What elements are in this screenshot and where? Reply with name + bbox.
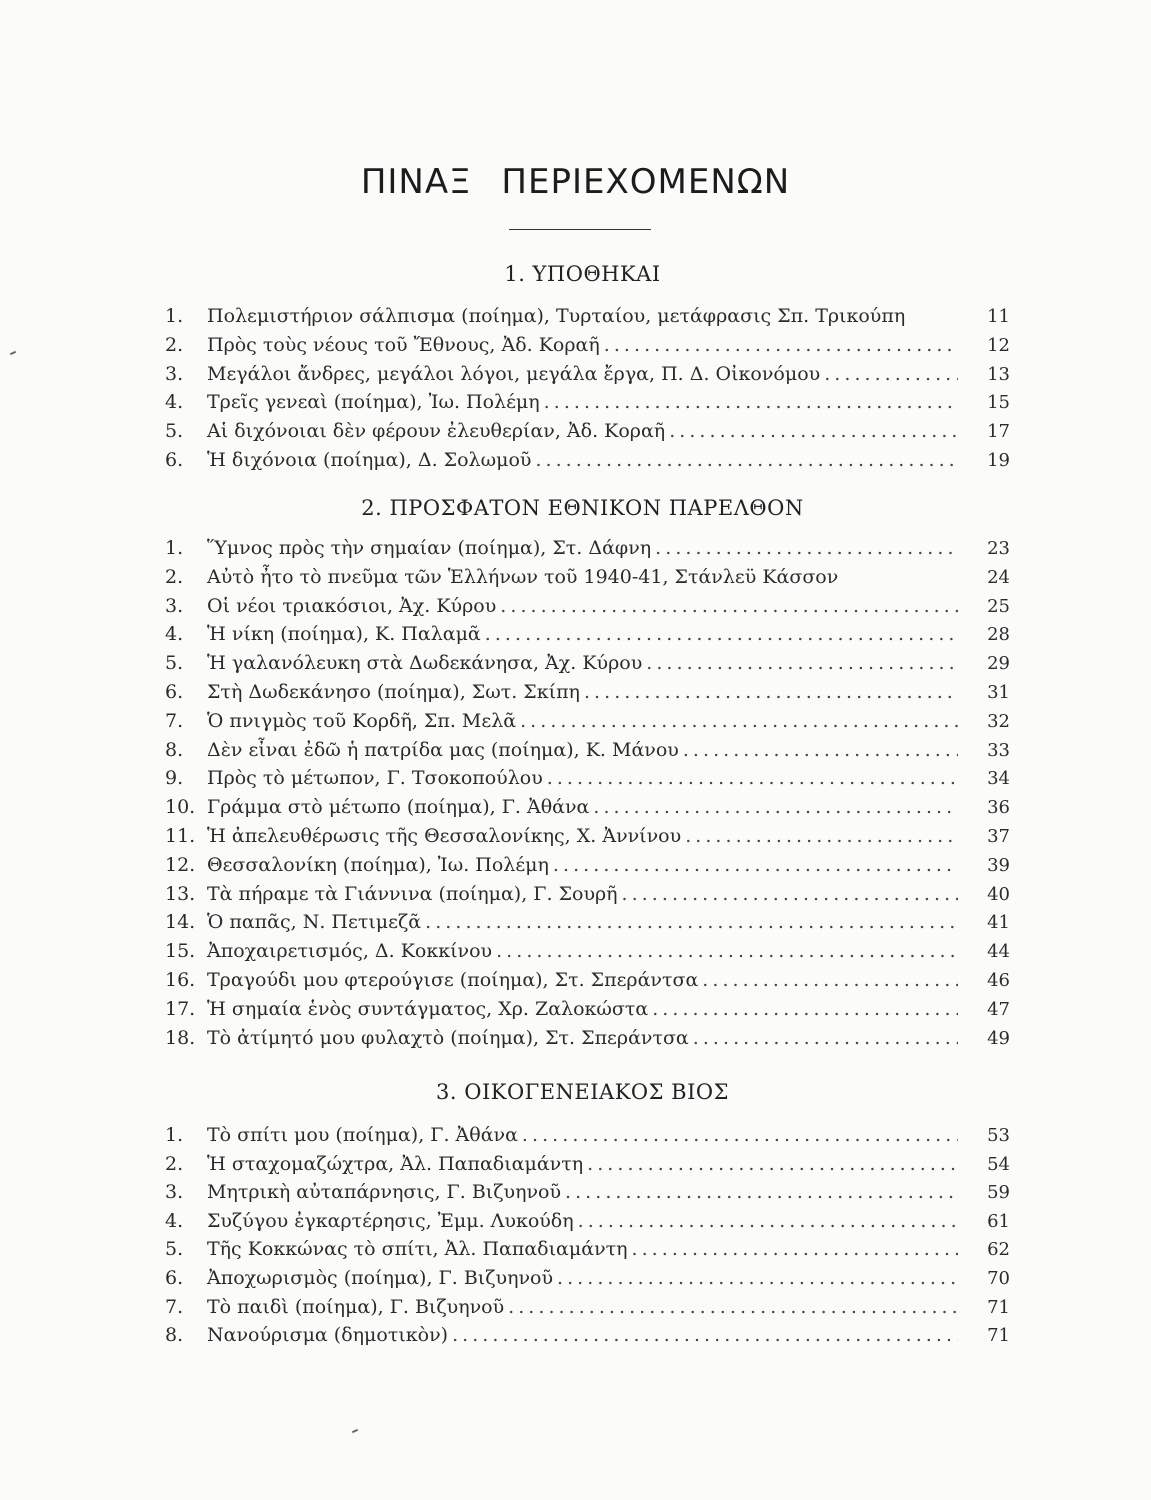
toc-entry <box>165 1124 1010 1152</box>
entry-title: Τὰ πήραμε τὰ Γιάννινα (ποίημα), Γ. Σουρῆ <box>207 882 618 905</box>
entry-page-number: 12 <box>987 334 1010 356</box>
entry-title: Ἡ ἀπελευθέρωσις τῆς Θεσσαλονίκης, Χ. Ἀννίνου <box>207 825 682 847</box>
entry-title: Μητρικὴ αὐταπάρνησις, Γ. Βιζυηνοῦ <box>207 1181 561 1204</box>
entry-number: 13. <box>165 882 196 905</box>
entry-title: Πολεμιστήριον σάλπισμα (ποίημα), Τυρταίου, μετάφρασις Σπ. Τρικούπη <box>207 305 906 327</box>
entry-number: 1. <box>165 1124 184 1146</box>
entry-number: 5. <box>165 652 184 675</box>
entry-page-number: 19 <box>987 450 1010 471</box>
entry-title: Τὸ ἀτίμητό μου φυλαχτὸ (ποίημα), Στ. Σπεράντσα <box>207 1026 689 1049</box>
dot-leader <box>500 595 958 617</box>
toc-entry <box>165 969 1010 997</box>
toc-entry <box>165 710 1010 738</box>
toc-entry <box>165 305 1010 333</box>
entry-number: 15. <box>165 940 196 963</box>
entry-number: 7. <box>165 709 184 732</box>
entry-number: 4. <box>165 391 184 414</box>
entry-number: 16. <box>165 969 196 991</box>
entry-title: Οἱ νέοι τριακόσιοι, Ἀχ. Κύρου <box>207 594 497 617</box>
entry-title: Ἡ γαλανόλευκη στὰ Δωδεκάνησα, Ἀχ. Κύρου <box>207 652 643 675</box>
toc-entry <box>165 681 1010 709</box>
entry-page-number: 44 <box>987 941 1010 963</box>
scan-speck <box>352 1429 358 1433</box>
entry-title: Θεσσαλονίκη (ποίημα), Ἰω. Πολέμη <box>207 853 549 876</box>
toc-entry <box>165 537 1010 565</box>
section-heading: 2. ΠΡΟΣΦΑΤΟΝ ΕΘΝΙΚΟΝ ΠΑΡΕΛΘΟΝ <box>361 496 804 520</box>
dot-leader <box>824 363 958 385</box>
page-title: ΠΙΝΑΞ ΠΕΡΙΕΧΟΜΕΝΩΝ <box>360 162 791 202</box>
toc-entry <box>165 940 1010 968</box>
entry-number: 2. <box>165 1152 184 1175</box>
entry-page-number: 33 <box>987 739 1010 761</box>
dot-leader <box>520 710 958 732</box>
entry-title: Ἀποχωρισμὸς (ποίημα), Γ. Βιζυηνοῦ <box>207 1267 553 1289</box>
entry-title: Αἱ διχόνοιαι δὲν φέρουν ἐλευθερίαν, Ἀδ. Κοραῆ <box>207 420 666 443</box>
toc-entry <box>165 796 1010 824</box>
toc-entry <box>165 1324 1010 1352</box>
entry-page-number: 41 <box>987 912 1010 934</box>
entry-title: Ἡ σταχομαζώχτρα, Ἀλ. Παπαδιαμάντη <box>207 1152 584 1175</box>
entry-number: 2. <box>165 333 184 356</box>
entry-title: Πρὸς τὸ μέτωπον, Γ. Τσοκοπούλου <box>207 767 543 790</box>
entry-page-number: 23 <box>987 538 1010 559</box>
toc-entry <box>165 883 1010 911</box>
toc-entry <box>165 1181 1010 1209</box>
entry-page-number: 54 <box>987 1153 1010 1175</box>
entry-page-number: 59 <box>987 1182 1010 1204</box>
toc-entry <box>165 652 1010 680</box>
toc-entry <box>165 391 1010 419</box>
dot-leader <box>669 420 958 442</box>
entry-number: 8. <box>165 1324 184 1347</box>
entry-page-number: 32 <box>987 710 1010 732</box>
entry-page-number: 31 <box>987 682 1010 703</box>
entry-page-number: 13 <box>987 363 1010 385</box>
entry-number: 18. <box>165 1026 196 1049</box>
dot-leader <box>632 1238 958 1260</box>
entry-title: Ὁ παπᾶς, Ν. Πετιμεζᾶ <box>207 911 422 934</box>
entry-number: 6. <box>165 1267 184 1289</box>
entry-page-number: 34 <box>987 768 1010 790</box>
dot-leader <box>652 998 958 1020</box>
entry-number: 14. <box>165 911 196 934</box>
toc-entry <box>165 1027 1010 1055</box>
dot-leader <box>508 1296 958 1318</box>
dot-leader <box>702 969 958 991</box>
entry-title: Στὴ Δωδεκάνησο (ποίημα), Σωτ. Σκίπη <box>207 681 580 703</box>
entry-page-number: 46 <box>987 970 1010 991</box>
entry-number: 1. <box>165 537 184 559</box>
entry-page-number: 47 <box>987 998 1010 1020</box>
entry-page-number: 71 <box>987 1325 1010 1347</box>
entry-page-number: 37 <box>987 826 1010 847</box>
toc-entry <box>165 334 1010 362</box>
entry-page-number: 24 <box>987 566 1010 588</box>
dot-leader <box>646 652 958 674</box>
entry-page-number: 40 <box>987 883 1010 905</box>
toc-entry <box>165 1267 1010 1295</box>
toc-entry <box>165 1210 1010 1238</box>
entry-number: 3. <box>165 594 184 617</box>
entry-title: Συζύγου ἐγκαρτέρησις, Ἐμμ. Λυκούδη <box>207 1209 574 1232</box>
entry-number: 12. <box>165 853 196 876</box>
toc-entry <box>165 363 1010 391</box>
toc-entry <box>165 767 1010 795</box>
toc-entry <box>165 1238 1010 1266</box>
dot-leader <box>557 1267 958 1289</box>
entry-number: 4. <box>165 1209 184 1232</box>
toc-entry <box>165 566 1010 594</box>
entry-title: Δὲν εἶναι ἐδῶ ἡ πατρίδα μας (ποίημα), Κ. Μάνου <box>207 738 679 761</box>
entry-page-number: 28 <box>987 624 1010 646</box>
dot-leader <box>425 911 958 933</box>
entry-number: 8. <box>165 738 184 761</box>
entry-title: Τὸ σπίτι μου (ποίημα), Γ. Ἀθάνα <box>207 1124 518 1146</box>
entry-title: Αὐτὸ ἦτο τὸ πνεῦμα τῶν Ἑλλήνων τοῦ 1940-41, Στάνλεϋ Κάσσον <box>207 565 839 588</box>
dot-leader <box>593 796 958 818</box>
entry-number: 11. <box>165 825 196 847</box>
entry-title: Ὁ πνιγμὸς τοῦ Κορδῆ, Σπ. Μελᾶ <box>207 709 517 732</box>
entry-number: 6. <box>165 449 184 471</box>
entry-page-number: 15 <box>987 392 1010 414</box>
toc-entry <box>165 623 1010 651</box>
entry-page-number: 17 <box>987 421 1010 443</box>
entry-number: 5. <box>165 420 184 443</box>
entry-title: Γράμμα στὸ μέτωπο (ποίημα), Γ. Ἀθάνα <box>207 796 590 819</box>
title-underline <box>509 229 651 230</box>
toc-entry <box>165 998 1010 1026</box>
dot-leader <box>655 537 958 559</box>
dot-leader <box>544 391 958 413</box>
entry-number: 3. <box>165 1181 184 1204</box>
entry-number: 1. <box>165 305 184 327</box>
entry-number: 4. <box>165 623 184 646</box>
entry-number: 6. <box>165 681 184 703</box>
entry-title: Ὕμνος πρὸς τὴν σημαίαν (ποίημα), Στ. Δάφνη <box>207 537 652 559</box>
entry-title: Τῆς Κοκκώνας τὸ σπίτι, Ἀλ. Παπαδιαμάντη <box>207 1238 628 1261</box>
dot-leader <box>622 883 958 905</box>
scan-speck <box>10 351 16 355</box>
entry-page-number: 11 <box>987 306 1010 327</box>
entry-title: Νανούρισμα (δημοτικὸν) <box>207 1324 449 1347</box>
dot-leader <box>578 1210 958 1232</box>
entry-number: 10. <box>165 796 196 819</box>
entry-page-number: 70 <box>987 1268 1010 1289</box>
entry-title: Ἡ διχόνοια (ποίημα), Δ. Σολωμοῦ <box>207 449 532 471</box>
dot-leader <box>685 825 958 847</box>
toc-entry <box>165 911 1010 939</box>
dot-leader <box>522 1124 958 1146</box>
section-heading: 1. ΥΠΟΘΗΚΑΙ <box>504 262 661 286</box>
dot-leader <box>587 1153 958 1175</box>
toc-entry <box>165 449 1010 477</box>
entry-title: Πρὸς τοὺς νέους τοῦ Ἔθνους, Ἀδ. Κοραῆ <box>207 333 600 356</box>
entry-page-number: 36 <box>987 797 1010 819</box>
entry-page-number: 71 <box>987 1296 1010 1318</box>
entry-title: Μεγάλοι ἄνδρες, μεγάλοι λόγοι, μεγάλα ἔργα, Π. Δ. Οἰκονόμου <box>207 362 821 385</box>
toc-entry <box>165 1153 1010 1181</box>
entry-page-number: 53 <box>987 1125 1010 1146</box>
entry-page-number: 29 <box>987 653 1010 675</box>
entry-number: 3. <box>165 362 184 385</box>
entry-number: 9. <box>165 767 184 790</box>
dot-leader <box>693 1027 958 1049</box>
dot-leader <box>485 623 958 645</box>
entry-page-number: 62 <box>987 1239 1010 1261</box>
entry-title: Ἡ νίκη (ποίημα), Κ. Παλαμᾶ <box>207 623 481 646</box>
entry-number: 2. <box>165 565 184 588</box>
dot-leader <box>565 1181 958 1203</box>
entry-title: Ἡ σημαία ἑνὸς συντάγματος, Χρ. Ζαλοκώστα <box>207 997 649 1020</box>
toc-entry <box>165 739 1010 767</box>
toc-entry <box>165 854 1010 882</box>
section-heading: 3. ΟΙΚΟΓΕΝΕΙΑΚΟΣ ΒΙΟΣ <box>436 1080 729 1104</box>
dot-leader <box>535 449 958 471</box>
entry-title: Τραγούδι μου φτερούγισε (ποίημα), Στ. Σπεράντσα <box>207 969 699 991</box>
toc-entry <box>165 1296 1010 1324</box>
dot-leader <box>452 1324 958 1346</box>
dot-leader <box>553 854 958 876</box>
dot-leader <box>496 940 958 962</box>
dot-leader <box>547 767 958 789</box>
entry-number: 7. <box>165 1295 184 1318</box>
dot-leader <box>584 681 958 703</box>
entry-title: Τρεῖς γενεαὶ (ποίημα), Ἰω. Πολέμη <box>207 391 540 414</box>
toc-entry <box>165 420 1010 448</box>
dot-leader <box>604 334 958 356</box>
entry-page-number: 25 <box>987 595 1010 617</box>
dot-leader <box>683 739 958 761</box>
entry-number: 5. <box>165 1238 184 1261</box>
entry-page-number: 61 <box>987 1210 1010 1232</box>
entry-title: Τὸ παιδὶ (ποίημα), Γ. Βιζυηνοῦ <box>207 1295 505 1318</box>
entry-number: 17. <box>165 997 196 1020</box>
toc-entry <box>165 825 1010 853</box>
entry-title: Ἀποχαιρετισμός, Δ. Κοκκίνου <box>207 940 493 963</box>
entry-page-number: 49 <box>987 1027 1010 1049</box>
toc-entry <box>165 595 1010 623</box>
entry-page-number: 39 <box>987 854 1010 876</box>
